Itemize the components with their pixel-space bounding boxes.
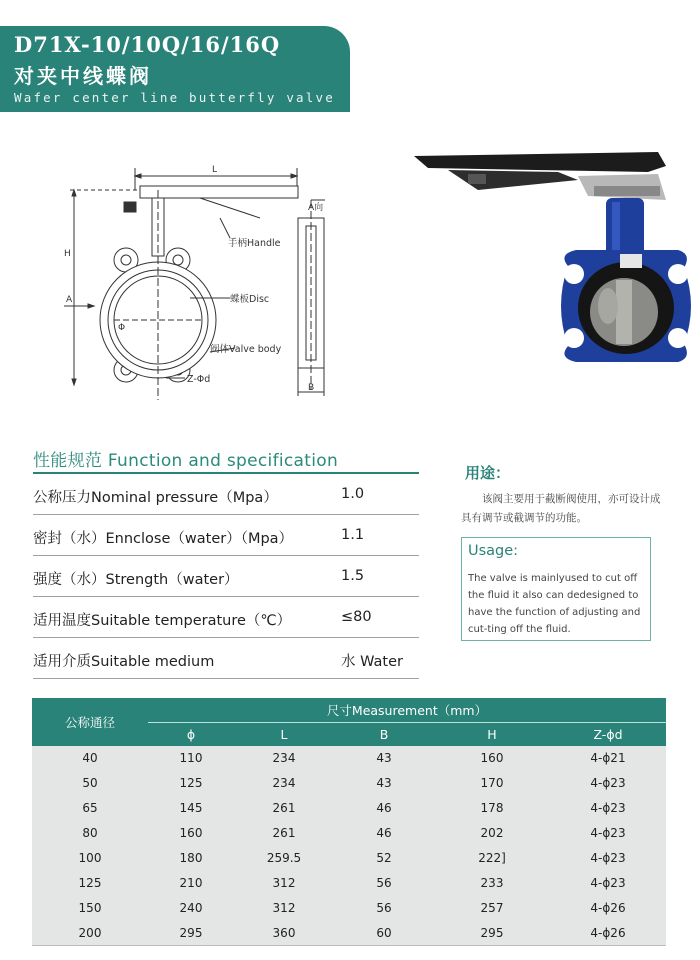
phi-cell: 145 — [179, 801, 203, 816]
B-cell: 46 — [376, 801, 392, 816]
measurement-table — [32, 698, 666, 946]
table-row — [32, 846, 666, 871]
spec-value: 水 Water — [341, 654, 403, 670]
B-cell: 46 — [376, 826, 392, 841]
L-cell: 261 — [272, 801, 296, 816]
L-cell: 234 — [272, 751, 296, 766]
table-row — [32, 746, 666, 771]
Zd-cell: 4-ϕ23 — [590, 851, 626, 865]
Zd-cell: 4-ϕ26 — [590, 925, 626, 940]
col-header-B: B — [379, 726, 389, 742]
B-cell: 43 — [376, 776, 392, 791]
nominal-cell: 200 — [78, 925, 102, 940]
header-banner — [0, 26, 350, 112]
valve-photo — [408, 146, 698, 406]
nominal-cell: 65 — [82, 801, 98, 816]
table-row — [32, 821, 666, 846]
spec-row — [33, 515, 419, 556]
usage-desc-cn: 该阀主要用于截断阀使用，亦可设计成具有调节或截调节的功能。 — [461, 493, 661, 524]
label-phi: Φ — [118, 323, 126, 333]
col-header-H: H — [487, 726, 497, 742]
phi-cell: 110 — [179, 751, 203, 766]
model-number: D71X-10/10Q/16/16Q — [14, 32, 281, 57]
label-A: A — [66, 295, 73, 305]
H-cell: 257 — [480, 900, 504, 915]
table-row — [32, 895, 666, 920]
spec-key: 适用温度Suitable temperature（℃） — [33, 613, 292, 629]
table-body — [32, 746, 666, 945]
phi-cell: 240 — [179, 900, 203, 915]
L-cell: 312 — [272, 875, 296, 890]
B-cell: 56 — [376, 900, 392, 915]
L-cell: 259.5 — [266, 851, 302, 865]
Zd-cell: 4-ϕ26 — [590, 900, 626, 915]
L-cell: 261 — [272, 826, 296, 841]
nominal-cell: 80 — [82, 826, 98, 841]
label-zd: Z-Φd — [187, 374, 211, 385]
spec-row — [33, 597, 419, 638]
table-row — [32, 920, 666, 945]
phi-cell: 295 — [179, 925, 203, 940]
table-bottom-rule — [32, 945, 666, 946]
B-cell: 43 — [376, 751, 392, 766]
spec-value: ≤80 — [341, 609, 372, 625]
spec-key: 适用介质Suitable medium — [33, 654, 215, 670]
phi-cell: 180 — [179, 851, 203, 865]
spec-key: 公称压力Nominal pressure（Mpa） — [33, 490, 278, 506]
L-cell: 234 — [272, 776, 296, 791]
label-B: B — [308, 383, 315, 393]
H-cell: 202 — [480, 826, 504, 841]
nominal-cell: 125 — [78, 875, 102, 890]
Zd-cell: 4-ϕ23 — [590, 875, 626, 890]
phi-cell: 160 — [179, 826, 203, 841]
spec-title: 性能规范 Function and specification — [33, 451, 339, 471]
usage-desc-en: The valve is mainlyused to cut off the fluid it also can dedesigned to have the function of adjusting and cut-ting off the fluid. — [468, 573, 641, 635]
usage-box — [461, 537, 651, 641]
H-cell: 170 — [480, 776, 504, 791]
phi-cell: 210 — [179, 875, 203, 890]
usage-title-en: Usage: — [468, 543, 519, 559]
L-cell: 360 — [272, 925, 296, 940]
col-header-phi: ϕ — [186, 726, 196, 742]
B-cell: 56 — [376, 875, 392, 890]
spec-value: 1.0 — [341, 486, 365, 502]
nominal-cell: 40 — [82, 751, 98, 766]
B-cell: 52 — [376, 851, 392, 865]
usage-title-cn: 用途： — [465, 464, 511, 482]
Zd-cell: 4-ϕ21 — [590, 751, 626, 766]
spec-value: 1.1 — [341, 527, 365, 543]
H-cell: 295 — [480, 925, 504, 940]
nominal-cell: 100 — [78, 851, 102, 865]
table-row — [32, 771, 666, 796]
table-row — [32, 796, 666, 821]
Zd-cell: 4-ϕ23 — [590, 776, 626, 791]
nominal-header: 公称通径 — [64, 715, 115, 730]
H-cell: 222] — [478, 851, 506, 865]
technical-drawing — [60, 160, 360, 410]
spec-key: 强度（水）Strength（water） — [33, 572, 239, 588]
table-row — [32, 870, 666, 895]
B-cell: 60 — [376, 925, 392, 940]
spec-key: 密封（水）Ennclose（water）（Mpa） — [33, 531, 294, 547]
L-cell: 312 — [272, 900, 296, 915]
measurement-header: 尺寸Measurement（mm） — [326, 703, 488, 718]
label-disc: 蝶板Disc — [230, 294, 270, 305]
product-title-cn: 对夹中线蝶阀 — [14, 64, 152, 88]
Zd-cell: 4-ϕ23 — [590, 826, 626, 841]
table-header — [32, 698, 666, 746]
spec-value: 1.5 — [341, 568, 365, 584]
spec-row — [33, 474, 419, 515]
product-title-en: Wafer center line butterfly valve — [14, 90, 335, 105]
label-H: H — [64, 249, 71, 259]
phi-cell: 125 — [179, 776, 203, 791]
H-cell: 160 — [480, 751, 504, 766]
spec-row — [33, 556, 419, 597]
H-cell: 233 — [480, 875, 504, 890]
label-L: L — [212, 165, 218, 175]
H-cell: 178 — [480, 801, 504, 816]
col-header-Zd: Z-ϕd — [593, 726, 623, 742]
label-handle: 手柄Handle — [228, 238, 281, 249]
spec-row — [33, 638, 419, 679]
col-header-L: L — [280, 726, 288, 742]
label-A-dir: A向 — [308, 203, 324, 213]
nominal-cell: 150 — [78, 900, 102, 915]
nominal-cell: 50 — [82, 776, 98, 791]
label-body: 阀体Valve body — [210, 344, 282, 355]
Zd-cell: 4-ϕ23 — [590, 801, 626, 816]
